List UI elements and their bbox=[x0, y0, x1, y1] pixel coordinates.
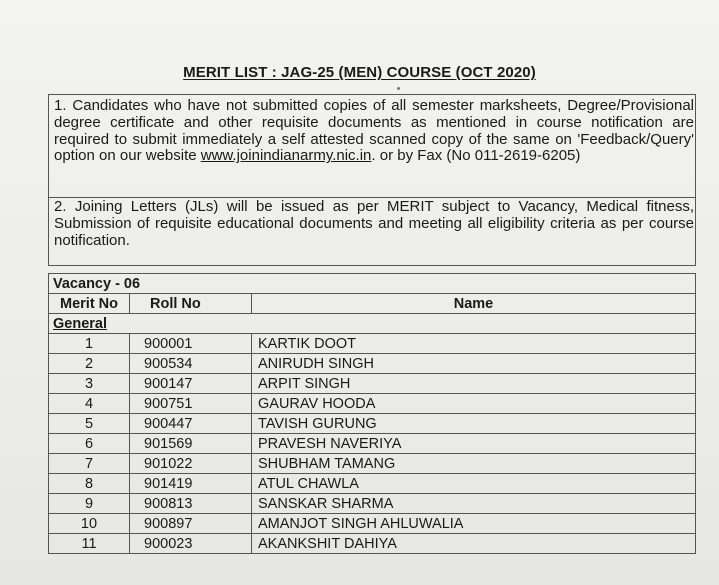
name-cell: TAVISH GURUNG bbox=[252, 414, 696, 434]
roll-no-cell: 900534 bbox=[130, 354, 252, 374]
merit-no-cell: 6 bbox=[49, 434, 130, 454]
name-cell: ARPIT SINGH bbox=[252, 374, 696, 394]
header-row bbox=[49, 294, 696, 314]
name-cell: AKANKSHIT DAHIYA bbox=[252, 534, 696, 554]
note-1-text: 1. Candidates who have not submitted copies of all semester marksheets, Degree/Provisional degree certificate and other requisite documents as mentioned in course notification are required to submit immediately a self attested scanned copy of the same on 'Feedback/Query' option on our website bbox=[54, 97, 694, 165]
roll-no-cell: 900813 bbox=[130, 494, 252, 514]
header-merit-no: Merit No bbox=[49, 294, 130, 314]
note-1-fax: . or by Fax (No 011-2619-6205) bbox=[371, 147, 581, 165]
table-row bbox=[49, 534, 696, 554]
header-roll-no: Roll No bbox=[130, 294, 252, 314]
table-row bbox=[49, 434, 696, 454]
table-row bbox=[49, 414, 696, 434]
merit-no-cell: 9 bbox=[49, 494, 130, 514]
table-row bbox=[49, 454, 696, 474]
merit-no-cell: 4 bbox=[49, 394, 130, 414]
category-label: General bbox=[53, 315, 107, 332]
name-cell: PRAVESH NAVERIYA bbox=[252, 434, 696, 454]
note-1 bbox=[54, 98, 694, 165]
name-cell: ATUL CHAWLA bbox=[252, 474, 696, 494]
merit-no-cell: 1 bbox=[49, 334, 130, 354]
table-row bbox=[49, 394, 696, 414]
merit-no-cell: 11 bbox=[49, 534, 130, 554]
merit-table bbox=[48, 273, 696, 554]
name-cell: KARTIK DOOT bbox=[252, 334, 696, 354]
table-row bbox=[49, 354, 696, 374]
roll-no-cell: 900147 bbox=[130, 374, 252, 394]
roll-no-cell: 900751 bbox=[130, 394, 252, 414]
table-row bbox=[49, 334, 696, 354]
roll-no-cell: 900447 bbox=[130, 414, 252, 434]
page-title-text: MERIT LIST : JAG-25 (MEN) COURSE (OCT 2020) bbox=[183, 64, 536, 81]
roll-no-cell: 900897 bbox=[130, 514, 252, 534]
roll-no-cell: 901022 bbox=[130, 454, 252, 474]
vacancy-row bbox=[49, 274, 696, 294]
website-link[interactable]: www.joinindianarmy.nic.in bbox=[200, 147, 372, 165]
roll-no-cell: 900001 bbox=[130, 334, 252, 354]
category-cell bbox=[49, 314, 696, 334]
name-cell: ANIRUDH SINGH bbox=[252, 354, 696, 374]
merit-no-cell: 10 bbox=[49, 514, 130, 534]
table-row bbox=[49, 514, 696, 534]
name-cell: SANSKAR SHARMA bbox=[252, 494, 696, 514]
merit-no-cell: 5 bbox=[49, 414, 130, 434]
header-name: Name bbox=[252, 294, 696, 314]
name-cell: AMANJOT SINGH AHLUWALIA bbox=[252, 514, 696, 534]
name-cell: GAURAV HOODA bbox=[252, 394, 696, 414]
roll-no-cell: 900023 bbox=[130, 534, 252, 554]
merit-no-cell: 8 bbox=[49, 474, 130, 494]
scan-mark bbox=[397, 87, 400, 90]
table-row bbox=[49, 474, 696, 494]
merit-no-cell: 3 bbox=[49, 374, 130, 394]
table-row bbox=[49, 494, 696, 514]
vacancy-label: Vacancy - 06 bbox=[49, 274, 696, 294]
roll-no-cell: 901419 bbox=[130, 474, 252, 494]
merit-no-cell: 7 bbox=[49, 454, 130, 474]
page-title bbox=[0, 64, 719, 81]
category-row bbox=[49, 314, 696, 334]
note-2: 2. Joining Letters (JLs) will be issued as per MERIT subject to Vacancy, Medical fitness, Submission of requisite educational documents and meeting all eligibility criteria as per course notification. bbox=[54, 198, 694, 249]
merit-no-cell: 2 bbox=[49, 354, 130, 374]
table-row bbox=[49, 374, 696, 394]
roll-no-cell: 901569 bbox=[130, 434, 252, 454]
notes-box bbox=[48, 94, 696, 266]
name-cell: SHUBHAM TAMANG bbox=[252, 454, 696, 474]
